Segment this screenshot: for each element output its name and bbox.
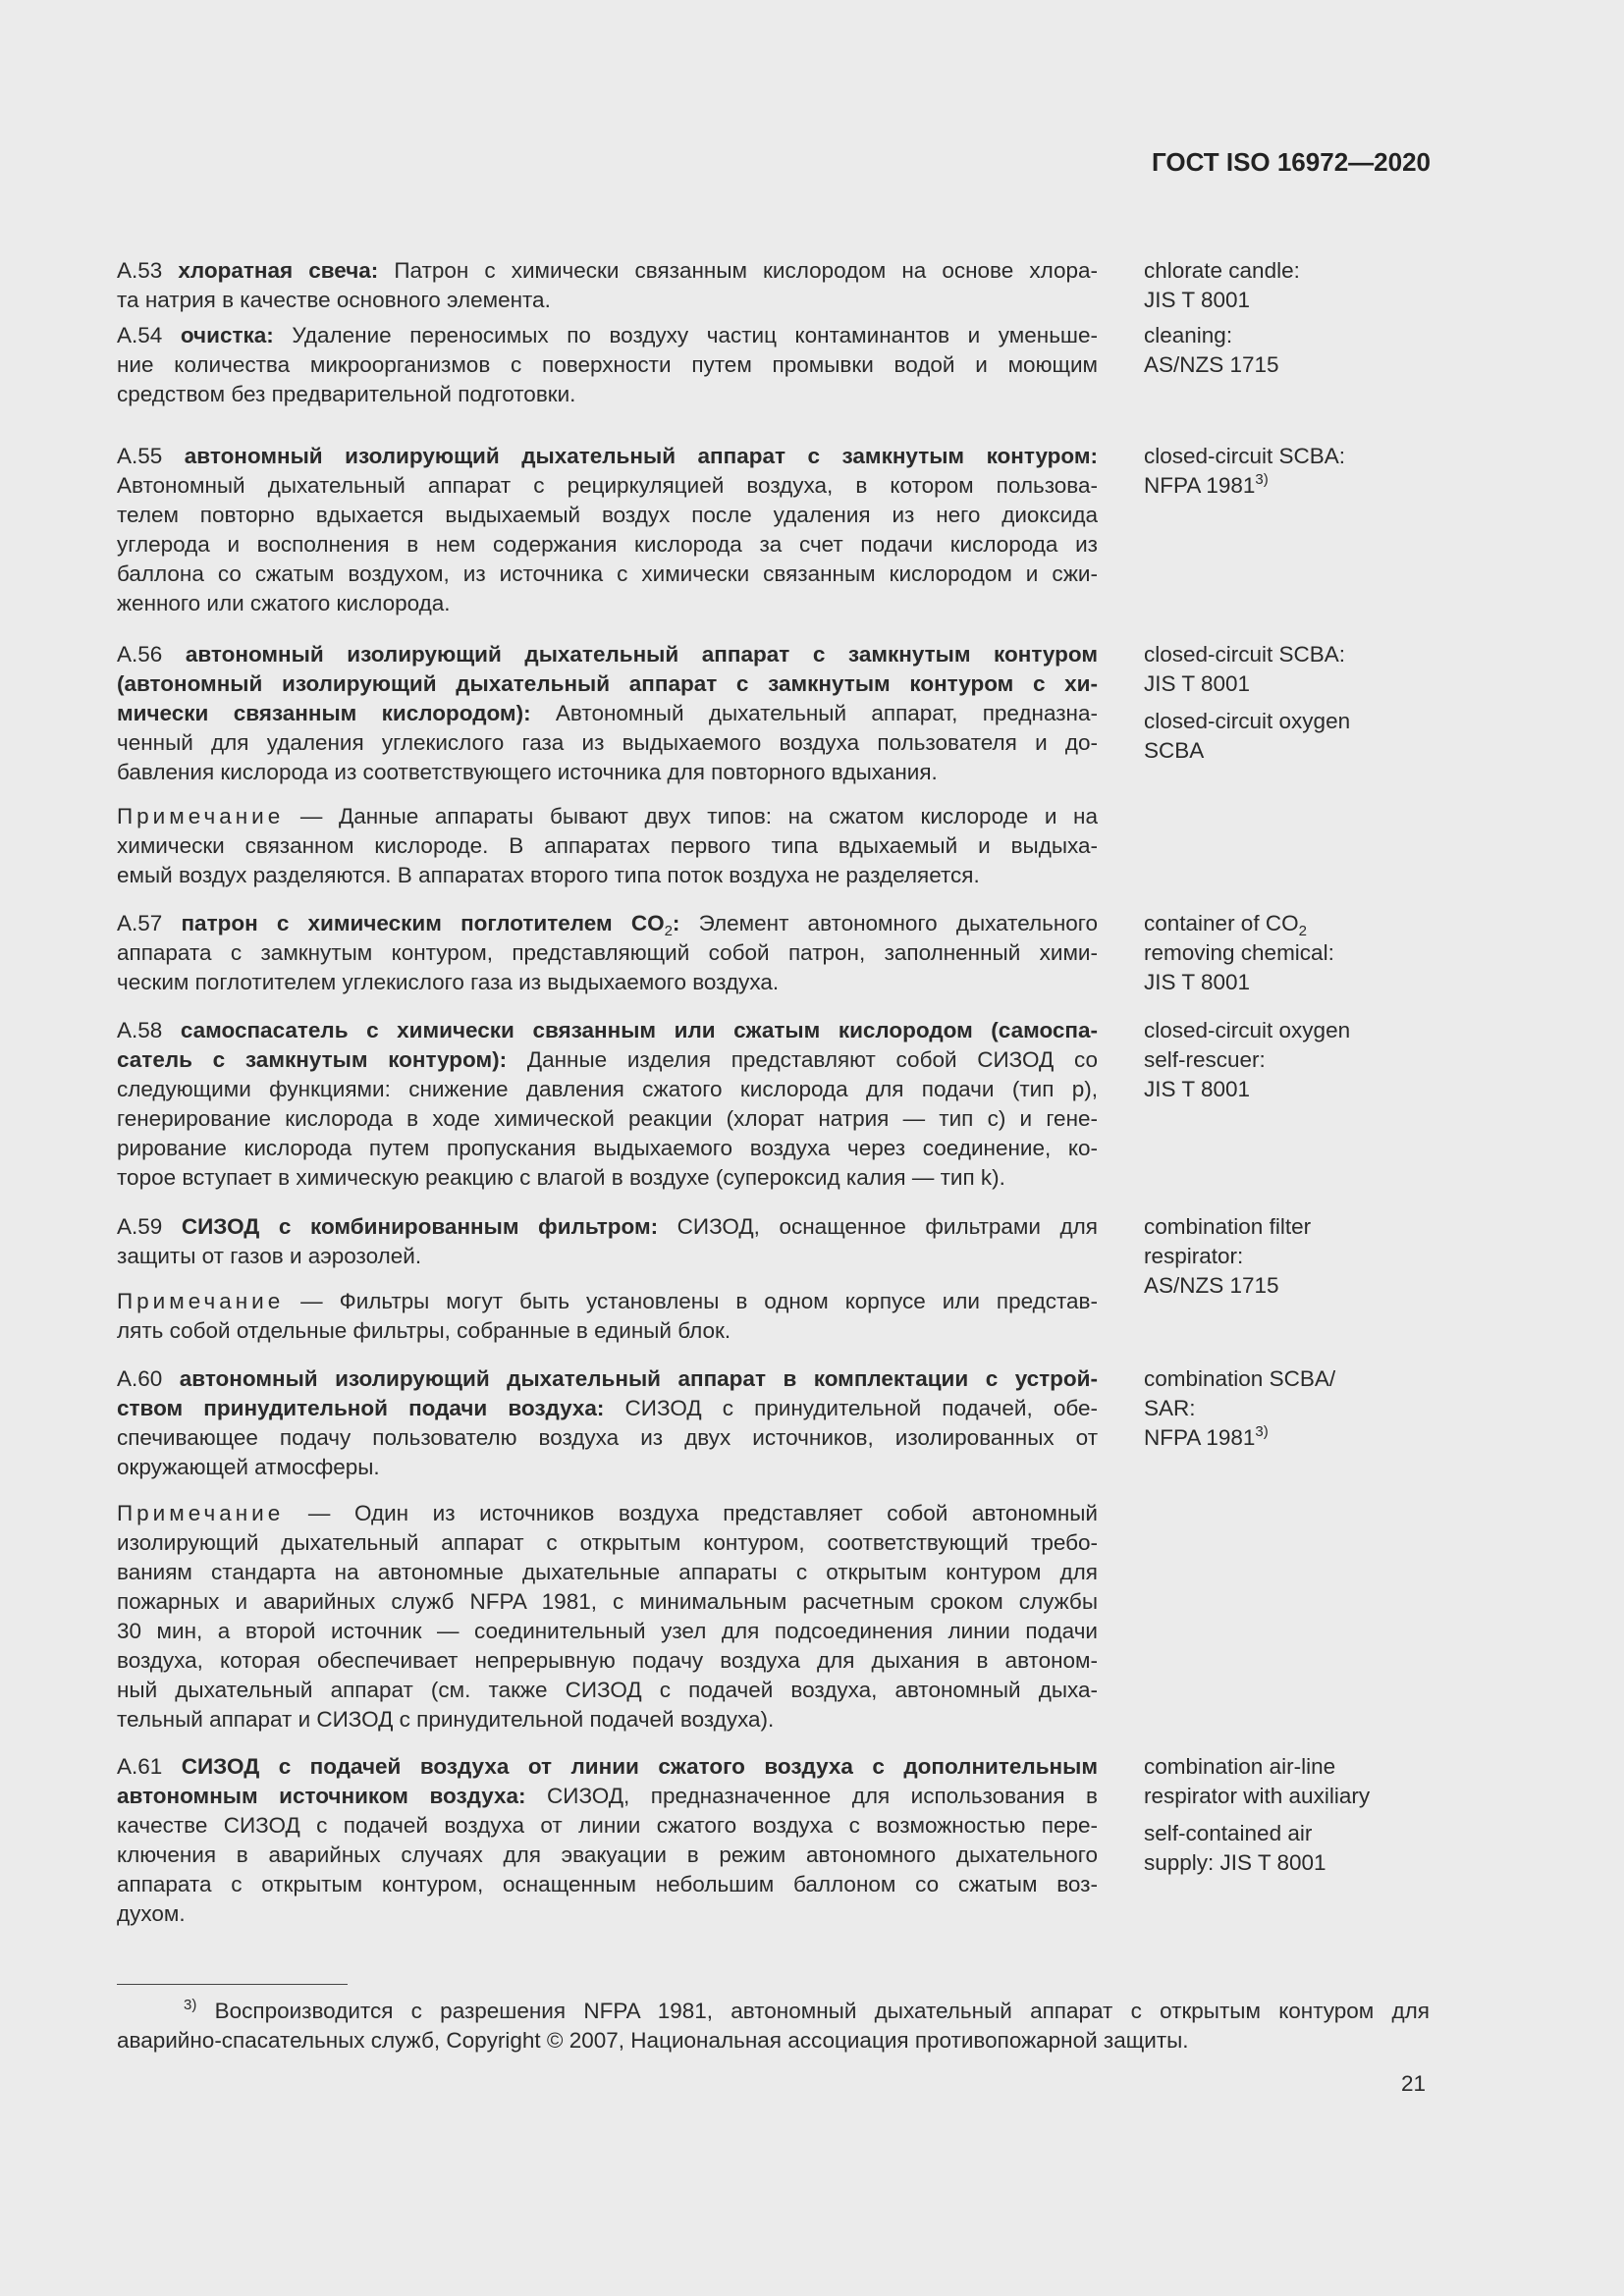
text-line <box>1144 909 1438 938</box>
text-line <box>1144 471 1438 501</box>
text-segment: А.54 <box>117 323 181 347</box>
text-segment: самоспасатель с химически связанным или сжатым кислородом (самоспа- <box>180 1018 1099 1042</box>
text-line <box>117 1499 1098 1528</box>
text-segment: торое вступает в химическую реакцию с влагой в воздухе (супероксид калия — тип k). <box>117 1165 1005 1190</box>
text-line <box>117 1587 1098 1617</box>
text-line: combination air-line <box>1144 1754 1336 1779</box>
text-segment: Примечание <box>117 1289 285 1313</box>
text-line <box>117 640 1098 669</box>
text-segment: аварийно-спасательных служб, Copyright © 2007, Национальная ассоциация противопожарной защиты. <box>117 2028 1189 2053</box>
text-segment: Данные изделия представляют собой СИЗОД со <box>507 1047 1098 1072</box>
text-segment: 3) <box>1255 471 1269 488</box>
text-line: closed-circuit oxygen <box>1144 1018 1351 1042</box>
term-group <box>1144 321 1438 380</box>
text-line: SAR: <box>1144 1396 1196 1420</box>
text-segment: углерода и восполнения в нем содержания кислорода за счет подачи кислорода из <box>117 532 1098 557</box>
term-group <box>1144 442 1438 501</box>
term-group <box>1144 1364 1438 1453</box>
text-segment: автономный изолирующий дыхательный аппарат в комплектации с устрой- <box>179 1366 1098 1391</box>
english-term <box>1144 1364 1438 1461</box>
text-segment: А.59 <box>117 1214 182 1239</box>
english-term <box>1144 442 1438 508</box>
english-term <box>1144 1016 1438 1112</box>
text-line <box>117 286 1098 315</box>
text-line: JIS T 8001 <box>1144 288 1250 312</box>
text-segment: А.53 <box>117 258 179 283</box>
text-segment: 3) <box>184 1997 197 2013</box>
text-segment: бавления кислорода из соответствующего источника для повторного вдыхания. <box>117 760 938 784</box>
text-line <box>117 1453 1098 1482</box>
footnote <box>117 1997 1430 2056</box>
term-group <box>1144 256 1438 315</box>
definition-entry-text <box>117 1364 1098 1482</box>
text-segment: лять собой отдельные фильтры, собранные в единый блок. <box>117 1318 731 1343</box>
text-line: respirator: <box>1144 1244 1244 1268</box>
text-line <box>117 1752 1098 1782</box>
text-segment: А.60 <box>117 1366 180 1391</box>
text-segment: Автономный дыхательный аппарат, предназна- <box>530 701 1098 725</box>
text-segment: 2 <box>1298 923 1307 939</box>
text-segment: Примечание <box>117 804 285 828</box>
text-line <box>117 1870 1098 1899</box>
text-line <box>117 831 1098 861</box>
text-segment: баллона со сжатым воздухом, из источника с химически связанным кислородом и сжи- <box>117 561 1098 586</box>
text-line: AS/NZS 1715 <box>1144 352 1279 377</box>
text-line <box>117 501 1098 530</box>
text-segment: тельный аппарат и СИЗОД с принудительной подачей воздуха). <box>117 1707 775 1732</box>
term-group <box>1144 707 1438 766</box>
text-line <box>117 1075 1098 1104</box>
text-segment: ключения в аварийных случаях для эвакуации в режим автономного дыхательного <box>117 1842 1098 1867</box>
text-line <box>117 1705 1098 1735</box>
text-line <box>117 758 1098 787</box>
text-segment: СИЗОД, оснащенное фильтрами для <box>658 1214 1098 1239</box>
english-term <box>1144 321 1438 388</box>
definition-entry-text <box>117 909 1098 997</box>
text-line <box>117 1811 1098 1841</box>
text-line: chlorate candle: <box>1144 258 1300 283</box>
text-segment: — Фильтры могут быть установлены в одном корпусе или представ- <box>284 1289 1098 1313</box>
text-line <box>117 530 1098 560</box>
definition-entry-text <box>117 256 1098 315</box>
text-line <box>117 1163 1098 1193</box>
text-segment: женного или сжатого кислорода. <box>117 591 451 615</box>
text-segment: NFPA 1981 <box>1144 1425 1256 1450</box>
text-segment: Воспроизводится с разрешения NFPA 1981, автономный дыхательный аппарат с открытым контуром для <box>196 1999 1430 2023</box>
text-segment: емый воздух разделяются. В аппаратах второго типа поток воздуха не разделяется. <box>117 863 980 887</box>
text-line <box>117 1134 1098 1163</box>
definition-entry-text <box>117 1752 1098 1929</box>
text-segment: container of CO <box>1144 911 1299 935</box>
text-segment: генерирование кислорода в ходе химической реакции (хлорат натрия — тип c) и гене- <box>117 1106 1098 1131</box>
text-line <box>117 968 1098 997</box>
english-term <box>1144 640 1438 774</box>
text-line <box>117 1676 1098 1705</box>
text-line <box>117 471 1098 501</box>
text-segment: защиты от газов и аэрозолей. <box>117 1244 422 1268</box>
text-segment: мически связанным кислородом): <box>117 701 531 725</box>
text-segment: следующими функциями: снижение давления сжатого кислорода для подачи (тип p), <box>117 1077 1098 1101</box>
text-segment: NFPA 1981 <box>1144 473 1256 498</box>
text-segment: аппарата с открытым контуром, оснащенным небольшим баллоном со сжатым воз- <box>117 1872 1098 1896</box>
text-line: self-rescuer: <box>1144 1047 1266 1072</box>
text-segment: рирование кислорода путем пропускания выдыхаемого воздуха через соединение, ко- <box>117 1136 1098 1160</box>
text-segment: Элемент автономного дыхательного <box>679 911 1099 935</box>
text-segment: ством принудительной подачи воздуха: <box>117 1396 605 1420</box>
text-segment: та натрия в качестве основного элемента. <box>117 288 551 312</box>
text-line: self-contained air <box>1144 1821 1313 1845</box>
definition-entry-text <box>117 1287 1098 1346</box>
term-group <box>1144 640 1438 699</box>
text-line <box>117 1997 1430 2026</box>
text-segment: А.58 <box>117 1018 181 1042</box>
text-segment: очистка: <box>180 323 274 347</box>
text-segment: (автономный изолирующий дыхательный аппарат с замкнутым контуром с хи- <box>117 671 1098 696</box>
english-term <box>1144 1212 1438 1308</box>
text-segment: ченный для удаления углекислого газа из выдыхаемого воздуха пользователя и до- <box>117 730 1098 755</box>
text-segment: — Данные аппараты бывают двух типов: на сжатом кислороде и на <box>284 804 1098 828</box>
text-line <box>117 938 1098 968</box>
text-line <box>117 1617 1098 1646</box>
text-line <box>117 861 1098 890</box>
text-line: JIS T 8001 <box>1144 1077 1250 1101</box>
text-line <box>117 1423 1098 1453</box>
text-segment: СИЗОД с комбинированным фильтром: <box>181 1214 659 1239</box>
text-line: combination SCBA/ <box>1144 1366 1336 1391</box>
text-segment: патрон с химическим поглотителем CO <box>181 911 665 935</box>
text-segment: 3) <box>1255 1423 1269 1440</box>
text-line <box>1144 1423 1438 1453</box>
text-segment: Удаление переносимых по воздуху частиц контаминантов и уменьше- <box>273 323 1098 347</box>
text-line <box>117 1242 1098 1271</box>
english-term <box>1144 1752 1438 1886</box>
footnote-divider <box>117 1984 348 1985</box>
text-line <box>117 728 1098 758</box>
term-group <box>1144 1819 1438 1878</box>
text-segment: А.55 <box>117 444 185 468</box>
definition-entry-text <box>117 1212 1098 1271</box>
text-line <box>117 802 1098 831</box>
text-line <box>117 1212 1098 1242</box>
text-line <box>117 699 1098 728</box>
text-line <box>117 1287 1098 1316</box>
text-segment: : <box>672 911 680 935</box>
text-segment: ваниям стандарта на автономные дыхательные аппараты с открытым контуром для <box>117 1560 1098 1584</box>
text-segment: телем повторно вдыхается выдыхаемый воздух после удаления из него диоксида <box>117 503 1098 527</box>
text-line: supply: JIS T 8001 <box>1144 1850 1326 1875</box>
definition-entry-text <box>117 321 1098 409</box>
text-line <box>117 669 1098 699</box>
text-segment: автономным источником воздуха: <box>117 1784 526 1808</box>
text-segment: пожарных и аварийных служб NFPA 1981, с минимальным расчетным сроком службы <box>117 1589 1098 1614</box>
term-group <box>1144 909 1438 997</box>
text-segment: сатель с замкнутым контуром): <box>117 1047 508 1072</box>
definition-entry-text <box>117 802 1098 890</box>
term-group <box>1144 1752 1438 1811</box>
text-segment: ческим поглотителем углекислого газа из выдыхаемого воздуха. <box>117 970 780 994</box>
text-line <box>117 1841 1098 1870</box>
text-line <box>117 350 1098 380</box>
text-line: closed-circuit SCBA: <box>1144 444 1346 468</box>
document-header: ГОСТ ISO 16972—2020 <box>1151 147 1431 177</box>
text-line <box>117 1364 1098 1394</box>
text-line: removing chemical: <box>1144 940 1334 965</box>
text-line: JIS T 8001 <box>1144 671 1250 696</box>
page-number: 21 <box>1400 2071 1426 2096</box>
text-line <box>117 2026 1430 2056</box>
text-segment: 2 <box>664 923 673 939</box>
text-segment: 30 мин, а второй источник — соединительный узел для подсоединения линии подачи <box>117 1619 1098 1643</box>
text-line <box>117 1316 1098 1346</box>
text-line: respirator with auxiliary <box>1144 1784 1371 1808</box>
text-line <box>117 442 1098 471</box>
text-line: closed-circuit SCBA: <box>1144 642 1346 667</box>
text-line: cleaning: <box>1144 323 1233 347</box>
definition-entry-text <box>117 640 1098 787</box>
text-line <box>117 1045 1098 1075</box>
term-group <box>1144 1016 1438 1104</box>
text-segment: аппарата с замкнутым контуром, представляющий собой патрон, заполненный хими- <box>117 940 1098 965</box>
text-segment: воздуха, которая обеспечивает непрерывную подачу воздуха для дыхания в автоном- <box>117 1648 1098 1673</box>
text-line <box>117 1394 1098 1423</box>
text-segment: хлоратная свеча: <box>178 258 379 283</box>
text-segment: А.61 <box>117 1754 182 1779</box>
text-segment: окружающей атмосферы. <box>117 1455 380 1479</box>
text-line <box>117 1558 1098 1587</box>
text-line: AS/NZS 1715 <box>1144 1273 1279 1298</box>
text-line <box>117 256 1098 286</box>
text-segment: ние количества микроорганизмов с поверхности путем промывки водой и моющим <box>117 352 1098 377</box>
text-segment: духом. <box>117 1901 186 1926</box>
text-segment: изолирующий дыхательный аппарат с открытым контуром, соответствующий требо- <box>117 1530 1098 1555</box>
text-segment: автономный изолирующий дыхательный аппарат с замкнутым контуром <box>185 642 1098 667</box>
term-group <box>1144 1212 1438 1301</box>
text-segment: СИЗОД, предназначенное для использования в <box>525 1784 1098 1808</box>
english-term <box>1144 909 1438 1005</box>
text-line <box>117 1016 1098 1045</box>
text-segment: Автономный дыхательный аппарат с рециркуляцией воздуха, в котором пользова- <box>117 473 1098 498</box>
text-line <box>117 1528 1098 1558</box>
text-segment: ный дыхательный аппарат (см. также СИЗОД с подачей воздуха, автономный дыха- <box>117 1678 1098 1702</box>
text-line <box>117 560 1098 589</box>
text-line <box>117 1782 1098 1811</box>
text-line: JIS T 8001 <box>1144 970 1250 994</box>
definition-entry-text <box>117 1016 1098 1193</box>
text-segment: СИЗОД с принудительной подачей, обе- <box>604 1396 1098 1420</box>
text-line <box>117 321 1098 350</box>
text-segment: СИЗОД с подачей воздуха от линии сжатого воздуха с дополнительным <box>181 1754 1098 1779</box>
text-segment: качестве СИЗОД с подачей воздуха от линии сжатого воздуха с возможностью пере- <box>117 1813 1098 1838</box>
text-line <box>117 1899 1098 1929</box>
text-line: closed-circuit oxygen <box>1144 709 1351 733</box>
text-segment: Примечание <box>117 1501 285 1525</box>
text-segment: химически связанном кислороде. В аппаратах первого типа вдыхаемый и выдыха- <box>117 833 1098 858</box>
text-segment: А.56 <box>117 642 186 667</box>
text-segment: — Один из источников воздуха представляет собой автономный <box>284 1501 1098 1525</box>
text-line: combination filter <box>1144 1214 1312 1239</box>
text-line: SCBA <box>1144 738 1205 763</box>
text-line <box>117 1646 1098 1676</box>
english-term <box>1144 256 1438 323</box>
text-segment: средством без предварительной подготовки. <box>117 382 576 406</box>
text-line <box>117 1104 1098 1134</box>
definition-entry-text <box>117 442 1098 618</box>
text-segment: А.57 <box>117 911 182 935</box>
definition-entry-text <box>117 1499 1098 1735</box>
text-line <box>117 589 1098 618</box>
text-line <box>117 380 1098 409</box>
text-segment: спечивающее подачу пользователю воздуха из двух источников, изолированных от <box>117 1425 1098 1450</box>
text-segment: Патрон с химически связанным кислородом на основе хлора- <box>378 258 1098 283</box>
text-segment: автономный изолирующий дыхательный аппарат с замкнутым контуром: <box>184 444 1099 468</box>
text-line <box>117 909 1098 938</box>
